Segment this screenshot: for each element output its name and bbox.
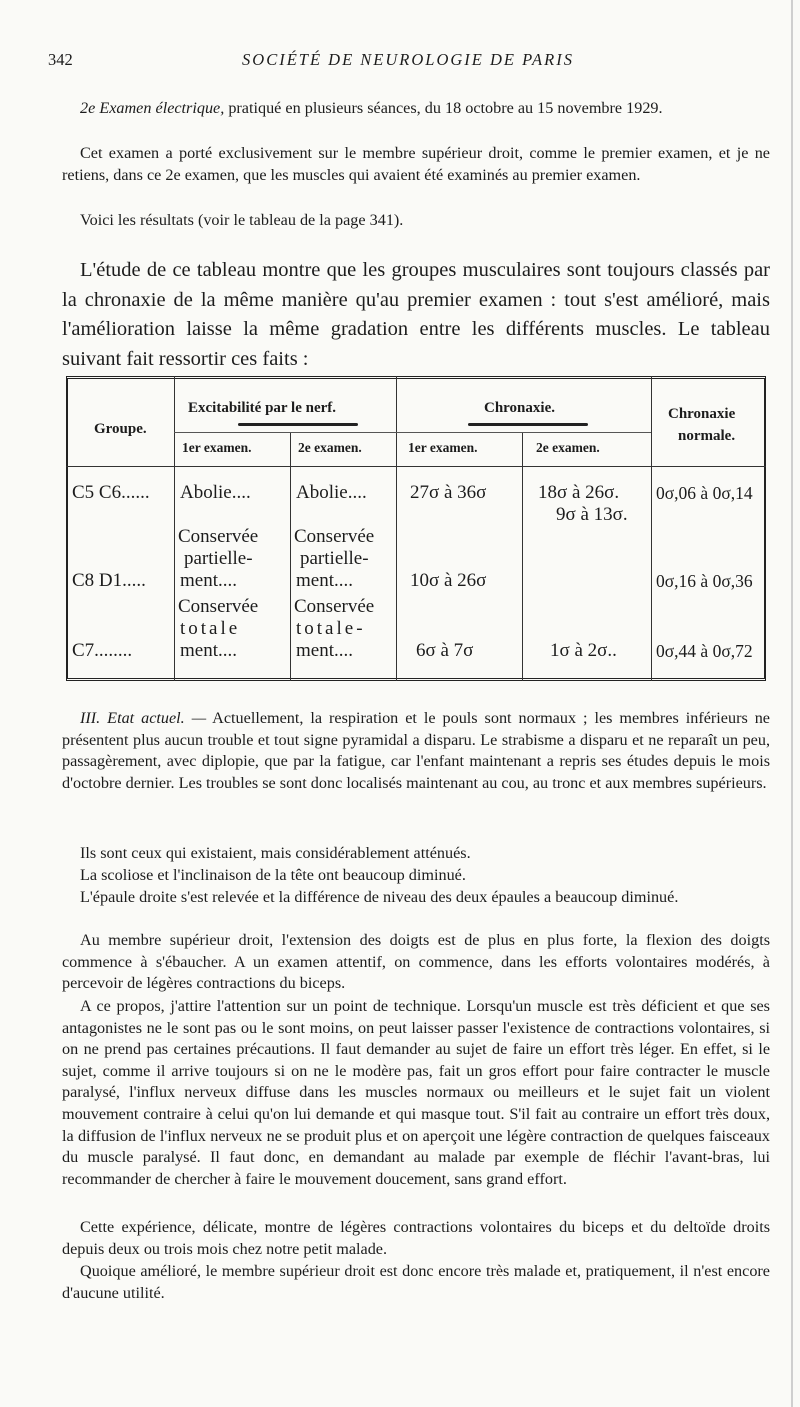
table-cell-groupe: C7........ (72, 640, 133, 661)
table-frame (66, 376, 766, 681)
paragraph-scoliose: La scoliose et l'inclinaison de la tête ont beaucoup diminué. (80, 866, 466, 884)
paragraph-technique: A ce propos, j'attire l'attention sur un point de technique. Lorsqu'un muscle est très déficient et que ses antagonistes ne le sont pas ou le sont moins, on peut laisser passer l'existence de contractions volontaires, si on ne prend pas certaines précautions. Il faut demander au sujet de faire un effort très léger. En effet, si le sujet, comme il arrive toujours si on ne le modère pas, fait un gros effort pour faire contracter le muscle paralysé, l'influx nerveux diffuse dans les muscles normaux ou meilleurs et le sujet fait un violent mouvement contraire à celui qu'on lui demande et qui masque tout. S'il fait au contraire un effort très doux, la diffusion de l'influx nerveux ne se produit plus et on aperçoit une légère contraction de quelques faisceaux du muscle paralysé. Il faut donc, en demandant au malade par exemple de fléchir l'avant-bras, lui recommander de chercher à faire le mouvement doucement, sans grand effort. (62, 997, 770, 1188)
table-cell-exc2: totale- (296, 618, 366, 639)
table-cell-groupe: C5 C6...... (72, 482, 150, 503)
table-vline (396, 376, 397, 681)
header-chr-ex2: 2e examen. (536, 440, 600, 455)
page-edge-rule (791, 0, 793, 1407)
lead-paragraph: L'étude de ce tableau montre que les groupes musculaires sont toujours classés par la chronaxie de la même manière qu'au premier examen : tout s'est amélioré, mais l'amélioration laisse la même gradation entre les différents muscles. Le tableau suivant fait ressortir ces faits : (62, 259, 770, 370)
paragraph-conclusion: Quoique amélioré, le membre supérieur droit est donc encore très malade et, pratiquement, il n'est encore d'aucune utilité. (62, 1262, 770, 1302)
paragraph-experience: Cette expérience, délicate, montre de légères contractions volontaires du biceps et du deltoïde droits depuis deux ou trois mois chez notre petit malade. (62, 1218, 770, 1258)
table-cell-exc1: Conservée (178, 526, 259, 547)
chronaxie-table (66, 376, 766, 681)
header-brace (468, 423, 588, 426)
table-cell-exc2: Conservée (294, 596, 375, 617)
header-exc-ex1: 1er examen. (182, 440, 252, 455)
table-cell-normale: 0σ,44 à 0σ,72 (656, 641, 753, 661)
exam-2-label: 2e Examen électrique, (80, 99, 225, 117)
table-subheader-rule (174, 432, 651, 433)
header-exc-ex2: 2e examen. (298, 440, 362, 455)
table-cell-chr2: 18σ à 26σ. (538, 482, 620, 503)
table-cell-exc1: ment.... (180, 640, 237, 661)
exam-2-text: pratiqué en plusieurs séances, du 18 octobre au 15 novembre 1929. (228, 99, 663, 117)
etat-actuel-text: Actuellement, la respiration et le pouls sont normaux ; les membres inférieurs ne présentent plus aucun trouble et tout signe pyramidal a disparu. Le strabisme a disparu et ne reparaît un peu, passagèrement, avec diplopie, que par la fatigue, car l'enfant maintenant a repris ses études depuis le mois d'octobre dernier. Les troubles se sont donc localisés maintenant au cou, au tronc et aux membres supérieurs. (62, 709, 770, 792)
table-cell-chr1: 6σ à 7σ (416, 640, 474, 661)
table-cell-normale: 0σ,06 à 0σ,14 (656, 483, 753, 503)
header-normale-line2: normale. (678, 428, 736, 444)
table-cell-groupe: C8 D1..... (72, 570, 146, 591)
table-cell-exc1: totale (180, 618, 241, 639)
header-brace (238, 423, 358, 426)
table-cell-exc2: Abolie.... (296, 482, 367, 503)
paragraph-membre-superieur: Au membre supérieur droit, l'extension des doigts est de plus en plus forte, la flexion des doigts commence à s'ébaucher. A un examen attentif, on commence, dans les efforts volontaires modérés, à percevoir de légères contractions du biceps. (62, 931, 770, 993)
table-cell-exc2: partielle- (300, 548, 369, 569)
table-cell-chr2: 1σ à 2σ.. (550, 640, 617, 661)
paragraph-exam-2 (62, 98, 770, 120)
table-cell-chr1: 27σ à 36σ (410, 482, 487, 503)
paragraph-exam-scope: Cet examen a porté exclusivement sur le membre supérieur droit, comme le premier examen, et je ne retiens, dans ce 2e examen, que les muscles qui avaient été examinés au premier examen. (62, 144, 770, 184)
header-normale-line1: Chronaxie (668, 406, 736, 422)
table-cell-exc1: Conservée (178, 596, 259, 617)
paragraph-epaule: L'épaule droite s'est relevée et la différence de niveau des deux épaules a beaucoup diminué. (80, 888, 679, 906)
header-chronaxie: Chronaxie. (484, 400, 555, 416)
table-vline (522, 432, 523, 681)
table-cell-normale: 0σ,16 à 0σ,36 (656, 571, 753, 591)
table-vline (290, 432, 291, 681)
table-cell-exc1: partielle- (184, 548, 253, 569)
paragraph-attenues: Ils sont ceux qui existaient, mais considérablement atténués. (80, 844, 471, 862)
table-cell-exc1: Abolie.... (180, 482, 251, 503)
table-cell-exc2: Conservée (294, 526, 375, 547)
table-cell-exc2: ment.... (296, 570, 353, 591)
paragraph-results-ref: Voici les résultats (voir le tableau de la page 341). (80, 211, 404, 229)
paragraph-etat-actuel (62, 708, 770, 794)
table-cell-chr2: 9σ à 13σ. (556, 504, 628, 525)
header-groupe: Groupe. (94, 421, 147, 437)
running-title: SOCIÉTÉ DE NEUROLOGIE DE PARIS (242, 50, 574, 69)
table-cell-exc2: ment.... (296, 640, 353, 661)
page-number: 342 (48, 50, 73, 69)
header-chr-ex1: 1er examen. (408, 440, 478, 455)
etat-actuel-label: III. Etat actuel. — (80, 709, 207, 727)
header-excitabilite: Excitabilité par le nerf. (188, 400, 337, 416)
table-vline (174, 376, 175, 681)
table-cell-exc1: ment.... (180, 570, 237, 591)
table-vline (651, 376, 652, 681)
table-cell-chr1: 10σ à 26σ (410, 570, 487, 591)
table-header-rule (66, 466, 766, 467)
